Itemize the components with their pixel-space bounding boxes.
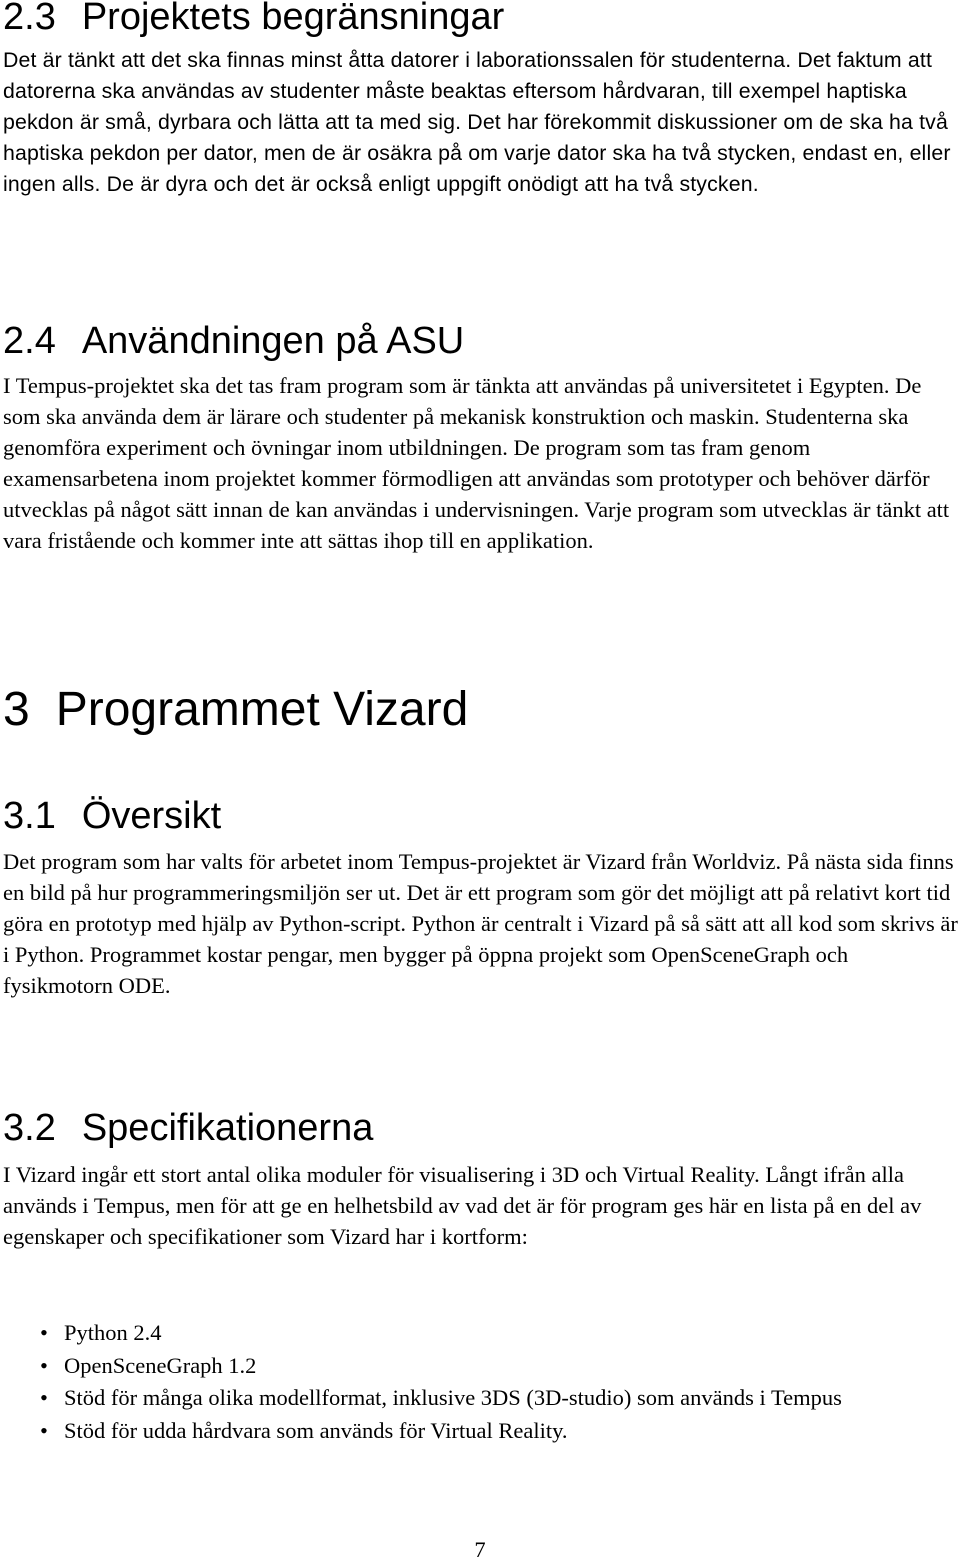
bullet-icon: •	[40, 1320, 48, 1345]
heading-number: 3.2	[3, 1107, 56, 1149]
list-item	[3, 1415, 958, 1448]
list-item-text: Stöd för många olika modellformat, inklusive 3DS (3D-studio) som används i Tempus	[64, 1385, 842, 1410]
list-item-text: Stöd för udda hårdvara som används för Virtual Reality.	[64, 1417, 568, 1443]
bullet-icon: •	[40, 1352, 48, 1378]
section-2-3	[3, 0, 958, 37]
list-item	[3, 1317, 958, 1350]
heading-number: 2.4	[3, 320, 56, 362]
list-item-text: OpenSceneGraph 1.2	[64, 1352, 257, 1378]
bullet-icon: •	[40, 1385, 48, 1410]
section-3-1-body: Det program som har valts för arbetet inom Tempus-projektet är Vizard från Worldviz. På nästa sida finns en bild på hur programmeringsmiljön ser ut. Det är ett program som gör det möjligt att på relativt kort tid göra en prototyp med hjälp av Python-script. Python är centralt i Vizard på så sätt att all kod som skrivs är i Python. Programmet kostar pengar, men bygger på öppna projekt som OpenSceneGraph och fysikmotorn ODE.	[3, 849, 958, 998]
list-item	[3, 1350, 958, 1383]
list-item	[3, 1382, 958, 1415]
section-2-4-body: I Tempus-projektet ska det tas fram program som är tänkta att användas på universitetet i Egypten. De som ska använda dem är lärare och studenter på mekanisk konstruktion och maskin. Studenterna ska genomföra experiment och övningar inom utbildningen. De program som tas fram genom examensarbetena inom projektet kommer förmodligen att användas som prototyper och behöver därför utvecklas på något sätt innan de kan användas i undervisningen. Varje program som utvecklas är tänkt att vara fristående och kommer inte att sättas ihop till en applikation.	[3, 373, 950, 553]
section-2-4	[3, 321, 958, 361]
page-number: 7	[474, 1537, 486, 1562]
heading-2-4	[3, 321, 958, 361]
heading-title: Projektets begränsningar	[81, 0, 505, 38]
section-3-2-body: I Vizard ingår ett stort antal olika moduler för visualisering i 3D och Virtual Reality. Långt ifrån alla används i Tempus, men för att ge en helhetsbild av vad det är för program ges här en lista på en del av egenskaper och specifikationer som Vizard har i kortform:	[3, 1162, 922, 1249]
heading-title: Programmet Vizard	[55, 683, 469, 736]
heading-3-2	[3, 1108, 958, 1148]
heading-3	[3, 684, 958, 736]
heading-title: Översikt	[81, 795, 222, 837]
section-3-1-body-block	[3, 846, 958, 1001]
section-3-2	[3, 1108, 958, 1148]
heading-number: 3.1	[3, 795, 56, 837]
section-2-4-body-block	[3, 370, 958, 556]
heading-title: Specifikationerna	[81, 1107, 374, 1149]
heading-number: 3	[3, 683, 30, 736]
heading-title: Användningen på ASU	[81, 320, 465, 362]
section-3-2-body-block	[3, 1159, 958, 1252]
bullet-icon: •	[40, 1417, 48, 1443]
heading-2-3	[3, 0, 958, 37]
section-2-3-body: Det är tänkt att det ska finnas minst åtta datorer i laborationssalen för studenterna. Det faktum att datorerna ska användas av studenter måste beaktas eftersom hårdvaran, till exempel haptiska pekdon är små, dyrbara och lätta att ta med sig. Det har förekommit diskussioner om de ska ha två haptiska pekdon per dator, men de är osäkra på om varje dator ska ha två stycken, endast en, eller ingen alls. De är dyra och det är också enligt uppgift onödigt att ha två stycken.	[3, 48, 951, 196]
list-item-text: Python 2.4	[64, 1320, 162, 1345]
chapter-3	[3, 684, 958, 736]
heading-3-1	[3, 796, 958, 836]
heading-number: 2.3	[3, 0, 56, 38]
section-3-1	[3, 796, 958, 836]
section-2-3-body-block	[3, 45, 958, 200]
specification-list	[3, 1317, 958, 1447]
specification-list-block	[3, 1317, 958, 1447]
